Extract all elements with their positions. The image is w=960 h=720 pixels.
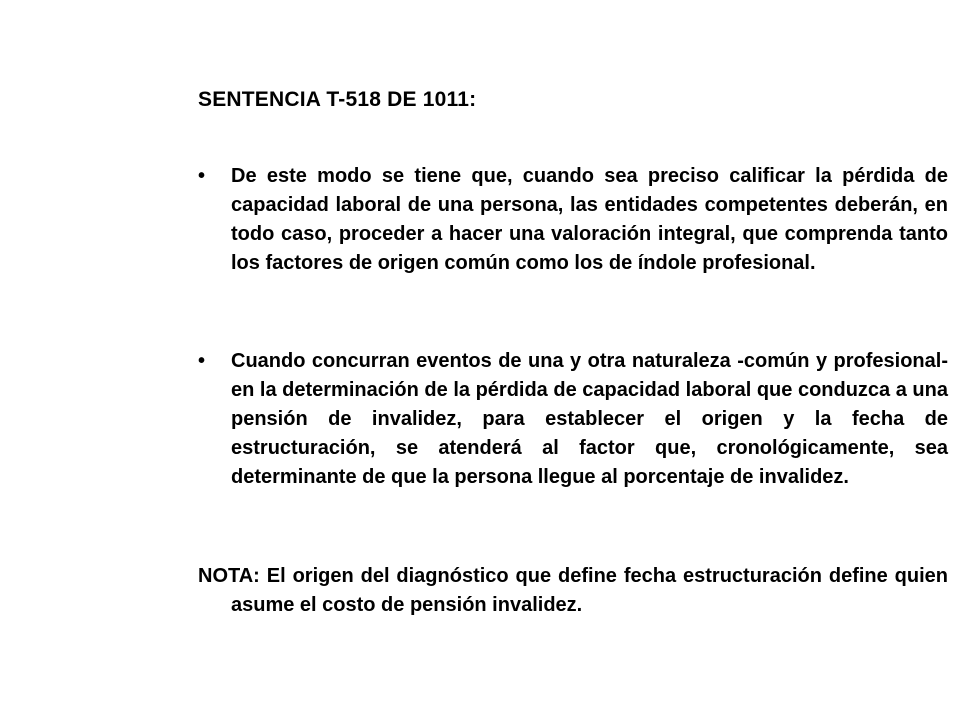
- bullet-text: De este modo se tiene que, cuando sea preciso calificar la pérdida de capacidad laboral de una persona, las entidades competentes deberán, en todo caso, proceder a hacer una valoración integral, que comprenda tanto los factores de origen común como los de índole profesional.: [231, 165, 948, 274]
- slide-title: SENTENCIA T-518 DE 1011:: [198, 88, 477, 111]
- bullet-marker: •: [198, 350, 206, 372]
- bullet-marker: •: [198, 165, 206, 187]
- bullet-item: [198, 347, 948, 492]
- bullet-text: Cuando concurran eventos de una y otra naturaleza -común y profesional- en la determinación de la pérdida de capacidad laboral que conduzca a una pensión de invalidez, para establecer el origen y la fecha de estructuración, se atenderá al factor que, cronológicamente, sea determinante de que la persona llegue al porcentaje de invalidez.: [231, 350, 948, 488]
- bullet-item: [198, 162, 948, 278]
- note-paragraph: NOTA: El origen del diagnóstico que define fecha estructuración define quien asume el costo de pensión invalidez.: [198, 565, 948, 616]
